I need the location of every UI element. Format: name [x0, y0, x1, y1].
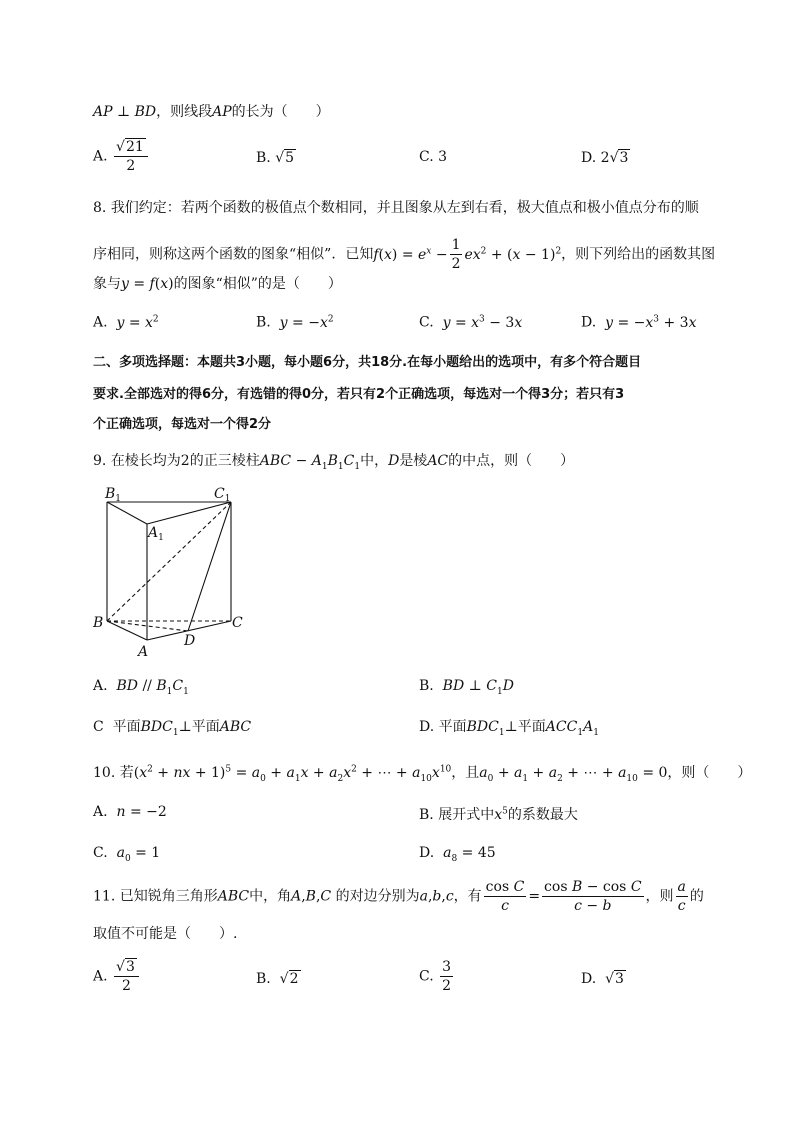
q11-a-label: A.: [93, 968, 108, 985]
q10-option-c[interactable]: C. $a_0 = 1$: [93, 845, 161, 864]
q8-text-2b: ，则下列给出的函数其图: [561, 246, 716, 263]
q10-number: 10.: [93, 765, 116, 781]
q9-c-perp-plane: ⊥平面: [178, 719, 220, 735]
q9-ac: AC: [427, 453, 449, 469]
q9-text3: 是棱: [399, 453, 428, 469]
q9-a-label: A.: [93, 678, 108, 694]
label-c1: $C_1$: [214, 486, 231, 504]
q8-option-d[interactable]: D. $y = -x^3 + 3x$: [581, 314, 697, 331]
q8-line2: [93, 236, 715, 273]
q10-b-text1: 展开式中: [438, 807, 495, 823]
q7-a-label: A.: [93, 148, 108, 165]
q10-a-label: A.: [93, 804, 108, 820]
q11-d-radicand: 3: [615, 971, 624, 987]
q10-ruo: 若: [119, 765, 134, 781]
q10-d-label: D.: [419, 845, 435, 861]
q8-function-rest: $ex^2 + (x - 1)^2$: [464, 245, 562, 263]
q7-option-a[interactable]: [93, 138, 150, 175]
q9-option-a[interactable]: A. BD // $B_1C_1$: [93, 678, 189, 697]
q8-c-label: C.: [419, 314, 434, 331]
q8-option-b[interactable]: B. $y = -x^2$: [256, 314, 334, 331]
q11-c-den: 2: [442, 978, 452, 994]
q11-text3: 的对边分别为: [335, 888, 420, 905]
q8-option-a[interactable]: A. $y = x^2$: [93, 314, 159, 331]
q9-c-label: C: [93, 719, 104, 735]
q11-cosc-over-c: $\frac{\text{cos C}}{c}$: [485, 879, 525, 914]
q9-b-label: B.: [419, 678, 434, 694]
q10-b-label: B.: [419, 807, 434, 823]
q8-line3: [93, 273, 342, 293]
q7-option-c[interactable]: [419, 149, 447, 165]
segment-bc1: [107, 502, 231, 621]
q9-d-plane: 平面: [438, 719, 467, 735]
q7-a-den: 2: [126, 158, 136, 174]
label-c: C: [232, 615, 243, 631]
q9-d-label: D.: [419, 719, 435, 735]
q9-number: 9.: [93, 453, 107, 469]
q10-condition: $a_0 + a_1 + a_2$ + ⋯ + $a_{10} = 0$: [479, 765, 668, 784]
section2-line2: 要求.全部选对的得6分，有选错的得0分，若只有2个正确选项，每选对一个得3分；若只有3: [93, 387, 625, 402]
q11-option-b[interactable]: B. √2: [256, 971, 299, 987]
q7-a-fraction: $\frac{√21}{2}$: [114, 138, 148, 175]
q9-text1: 在棱长均为2的正三棱柱: [110, 453, 260, 469]
edge-a1c1: [147, 502, 231, 524]
q7-b-radicand: 5: [285, 150, 295, 166]
edge-b1a1: [107, 502, 147, 524]
q11-c-label: C.: [419, 968, 434, 985]
q11-line2: 取值不可能是（ ）.: [93, 926, 238, 942]
q10-option-a[interactable]: A. n = −2: [93, 804, 167, 820]
label-b1: $B_1$: [105, 486, 122, 504]
q11-text1: 已知锐角三角形: [119, 888, 218, 905]
q9-stem: [93, 450, 574, 472]
q11-a-fraction: $\frac{√3}{2}$: [114, 958, 139, 995]
section2-line1: 二、多项选择题：本题共3小题，每小题6分，共18分.在每小题给出的选项中，有多个符合题目: [93, 355, 642, 370]
q10-option-d[interactable]: D. $a_8 = 45$: [419, 845, 496, 864]
q7-d-label: D.: [581, 150, 597, 166]
q8-d-label: D.: [581, 314, 597, 331]
q9-option-c[interactable]: C 平面$BDC_1\perp$平面ABC: [93, 719, 252, 738]
q11-b-radicand: 2: [289, 971, 299, 987]
q9-prism-figure: [90, 482, 250, 662]
q8-line1: [93, 197, 699, 217]
q10-c-label: C.: [93, 845, 108, 861]
q7-text2: 的长为（ ）: [231, 104, 330, 120]
q9-prism: ABC − $A_1B_1C_1$: [259, 453, 361, 472]
q9-d: D: [388, 453, 400, 469]
q11-text5: ，则: [645, 888, 674, 905]
q10-ze: ，则（ ）: [667, 765, 752, 781]
q7-option-b[interactable]: B. √5: [256, 150, 295, 166]
q10-stem: [93, 762, 751, 784]
label-a: A: [138, 644, 149, 660]
q7-stem: [93, 101, 330, 121]
q11-a-radicand: 3: [125, 959, 135, 975]
q8-b-label: B.: [256, 314, 271, 331]
q11-text6: 的: [689, 888, 704, 905]
q8-text-2a: 序相同，则称这两个函数的图象“相似”．已知: [93, 246, 374, 263]
q8-a-label: A.: [93, 314, 108, 331]
q11-text2: 中，角: [249, 888, 292, 905]
label-a1: $A_1$: [148, 525, 164, 543]
q10-b-text2: 的系数最大: [507, 807, 578, 823]
q8-text-3a: 象与: [93, 276, 121, 292]
q10-option-b[interactable]: B. 展开式中$x^5$的系数最大: [419, 806, 578, 823]
q8-y-eq-fx: y = f(x): [121, 276, 174, 292]
q11-option-d[interactable]: D. √3: [581, 971, 624, 987]
q8-function-def: $f(x) = e^x$ −: [373, 245, 448, 263]
q7-d-coef: 2: [600, 150, 610, 166]
q9-option-b[interactable]: B. BD ⊥ $C_1D$: [419, 678, 514, 697]
q11-c-num: 3: [442, 959, 452, 975]
q9-option-d[interactable]: D. 平面$BDC_1\perp$平面$ACC_1A_1$: [419, 719, 599, 738]
q9-d-perp-plane: ⊥平面: [504, 719, 546, 735]
q7-text: ，则线段: [156, 104, 213, 120]
q11-c-fraction: [440, 958, 453, 995]
section2-line3: 个正确选项，每选对一个得2分: [93, 417, 272, 432]
q11-option-a[interactable]: [93, 958, 141, 995]
q11-a-den: 2: [121, 978, 131, 994]
edge-ba: [107, 621, 147, 640]
q7-c-label: C.: [419, 149, 434, 165]
q9-text2: 中，: [360, 453, 389, 469]
q7-a-radicand: 21: [125, 139, 144, 155]
q8-number: 8.: [93, 200, 107, 216]
q10-qie: ，且: [451, 765, 480, 781]
q11-b-label: B.: [256, 971, 271, 987]
q7-d-radicand: 3: [619, 150, 629, 166]
label-b: B: [93, 615, 104, 631]
segment-c1d: [188, 502, 231, 631]
q8-text-3b: 的图象“相似”的是（ ）: [173, 276, 342, 292]
q11-line1: 11. 已知锐角三角形ABC中，角A,B,C 的对边分别为a,b,c，有 $\frac{\text{cos C}}{c}$ = $\frac{\text{cos B − cos C}}{c - b}$ ，则 $\frac{a}{c}$ 的: [93, 879, 704, 914]
q11-option-c[interactable]: [419, 958, 455, 995]
q7-b-label: B.: [256, 150, 271, 166]
q11-rhs-fraction: $\frac{\text{cos B − cos C}}{c - b}$: [544, 879, 642, 914]
q8-option-c[interactable]: C. $y = x^3 - 3x$: [419, 314, 523, 331]
q11-text4: ，有: [453, 888, 482, 905]
q11-a-over-c: $\frac{a}{c}$: [677, 879, 686, 914]
q7-ap: AP: [212, 104, 232, 120]
q9-c-plane: 平面: [112, 719, 141, 735]
q9-text4: 的中点，则（ ）: [448, 453, 575, 469]
q8-text-1: 我们约定：若两个函数的极值点个数相同，并且图象从左到右看，极大值点和极小值点分布的顺: [110, 200, 699, 216]
q11-d-label: D.: [581, 971, 597, 987]
q7-option-d[interactable]: D. 2√3: [581, 150, 629, 166]
label-d: D: [184, 633, 196, 649]
q11-number: 11.: [93, 888, 116, 905]
q7-c-value: 3: [438, 149, 448, 165]
q8-half: $\frac{1}{2}$: [451, 237, 461, 272]
q7-condition: AP ⊥ BD: [93, 104, 157, 120]
q10-expansion: ($x^2$ + nx + $1)^5 = a_0 + a_1x + a_2x^2$ + ⋯ + $a_{10}x^{10}$: [133, 764, 452, 784]
